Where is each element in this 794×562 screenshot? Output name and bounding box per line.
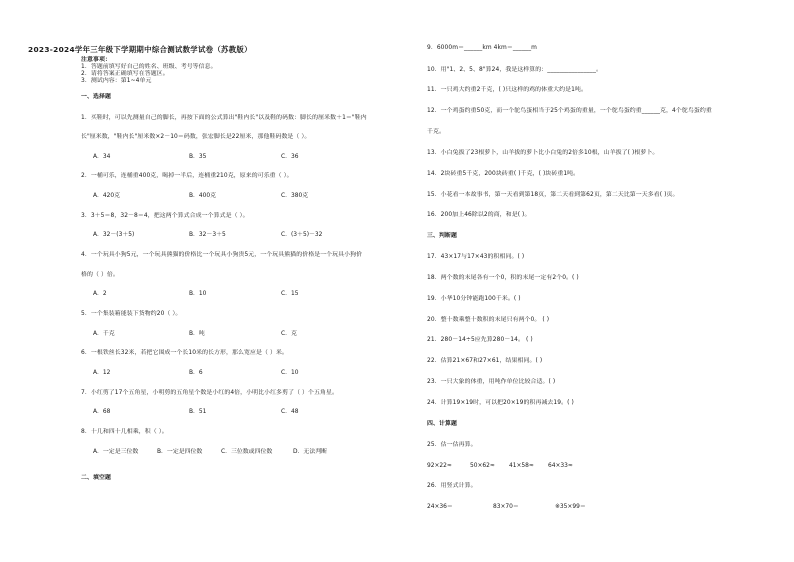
answer-option: A．一定是三位数 [93,449,139,455]
answer-option: A．34 [93,154,111,160]
notice-item: 1．答题前填写好自己的姓名、班级、考号等信息。 [81,64,217,70]
question-text: 12．一个鸡蛋约重50克，而一个鸵鸟蛋相当于25个鸡蛋的重量，一个鸵鸟蛋约重______克，4个鸵鸟蛋约重 [427,108,712,114]
calc-item: 92×22≈ [427,463,452,469]
question-text: 24．计算19×19时，可以把20×19的积再减去19。( ) [427,400,574,406]
calc-item: ※35×99＝ [555,504,586,510]
question-text: 7．小红剪了17个五角星，小明剪的五角星个数是小红的4倍，小明比小红多剪了（ ）个五角星。 [81,390,338,396]
answer-option: C．克 [281,331,297,337]
answer-option: A．32－(3＋5) [93,232,135,238]
question-text: 5．一个集装箱能装下货物约20（ ）。 [81,311,182,317]
calc-item: 83×70＝ [493,504,519,510]
notice-item: 3．测试内容：第1~4单元 [81,78,152,84]
question-text: 1．买鞋时，可以先测量自己的脚长，再按下面的公式算出"鞋内长"以及鞋的码数：脚长的厘米数＋1＝"鞋内 [81,115,367,121]
answer-option: C．10 [281,370,299,376]
question-text: 20．整十数乘整十数积的末尾只有两个0。 ( ) [427,317,550,323]
question-text: 2．一桶可乐，连桶重400克，喝掉一半后，连桶重210克，原来的可乐重（ ）。 [81,173,293,179]
question-text: 4．一个玩具小狗5元，一个玩具熊猫的价格比一个玩具小狗贵5元，一个玩具熊猫的价格是一个玩具小狗价 [81,252,363,258]
calc-item: 24×36＝ [427,504,453,510]
answer-option: B．400克 [189,193,217,199]
question-text: 千克。 [427,129,445,135]
answer-option: C．(3＋5)－32 [281,232,323,238]
notice-heading: 注意事项： [81,57,111,63]
question-text: 6．一根铁丝长32米，若把它围成一个长10米的长方形，那么宽应是（ ）米。 [81,350,288,356]
answer-option: B．一定是四位数 [157,449,203,455]
question-text: 18．两个数的末尾各有一个0，积的末尾一定有2个0。( ) [427,275,579,281]
question-text: 16．200加上46除以2的商，和是( )。 [427,212,531,218]
section-heading: 一、选择题 [81,94,111,100]
answer-option: B．10 [189,291,207,297]
question-text: 8．十几和四十几相乘，积（ ）。 [81,429,168,435]
question-text: 15．小花看一本故事书，第一天看到第18页，第二天看到第62页，第二天比第一天多看( )页。 [427,192,679,198]
answer-option: A．420克 [93,193,121,199]
answer-option: C．15 [281,291,299,297]
answer-option: A．12 [93,370,111,376]
answer-option: B．6 [189,370,203,376]
answer-option: D．无法判断 [293,449,327,455]
section-heading: 四、计算题 [427,421,457,427]
answer-option: B．吨 [189,331,205,337]
question-text: 13．小白兔拔了23根萝卜，山羊拔的萝卜比小白兔的2倍多10根，山羊拔了( )根萝卜。 [427,150,659,156]
question-text: 3．3＋5＝8，32－8＝4，把这两个算式合成一个算式是（ ）。 [81,213,249,219]
question-text: 25．估一估再算。 [427,442,477,448]
answer-option: A．2 [93,291,107,297]
calc-item: 41×58≈ [509,463,534,469]
question-text: 14．2块砖重5千克，200块砖重( )千克，( )块砖重1吨。 [427,171,580,177]
answer-option: C．48 [281,409,299,415]
question-text: 19．小华10分钟能跑100千米。( ) [427,296,521,302]
question-text: 23．一只大象的体重，用吨作单位比较合适。( ) [427,379,556,385]
calc-item: 50×62≈ [470,463,495,469]
answer-option: A．千克 [93,331,115,337]
question-text: 22．估算21×67和27×61，结果相同。( ) [427,358,543,364]
answer-option: C．三位数或四位数 [221,449,273,455]
answer-option: B．51 [189,409,207,415]
question-text: 26．用竖式计算。 [427,483,477,489]
answer-option: C．36 [281,154,299,160]
question-text: 10．用"1、2、5、8"算24，我是这样算的：________________。 [427,67,602,73]
question-text: 21．280－14÷5应先算280－14。 ( ) [427,337,533,343]
section-heading: 二、填空题 [81,475,111,481]
question-text: 17．43×17与17×43的积相同。( ) [427,254,525,260]
question-text: 格的（ ）倍。 [81,272,119,278]
exam-title: 2023-2024学年三年级下学期期中综合测试数学试卷（苏教版） [28,45,252,54]
section-heading: 三、判断题 [427,233,457,239]
question-text: 11．一只鸡大约重2千克，( )只这样的鸡的体重大约是1吨。 [427,87,587,93]
notice-item: 2．请将答案正确填写在答题区。 [81,71,169,77]
answer-option: B．32－3＋5 [189,232,226,238]
question-text: 9．6000m＝______km 4km＝______m [427,45,537,51]
calc-item: 64×33≈ [548,463,573,469]
answer-option: C．380克 [281,193,309,199]
question-text: 长"厘米数，"鞋内长"厘米数×2－10＝码数，张宏脚长是22厘米，那他鞋码数是（ ）。 [81,134,311,140]
answer-option: B．35 [189,154,207,160]
answer-option: A．68 [93,409,111,415]
